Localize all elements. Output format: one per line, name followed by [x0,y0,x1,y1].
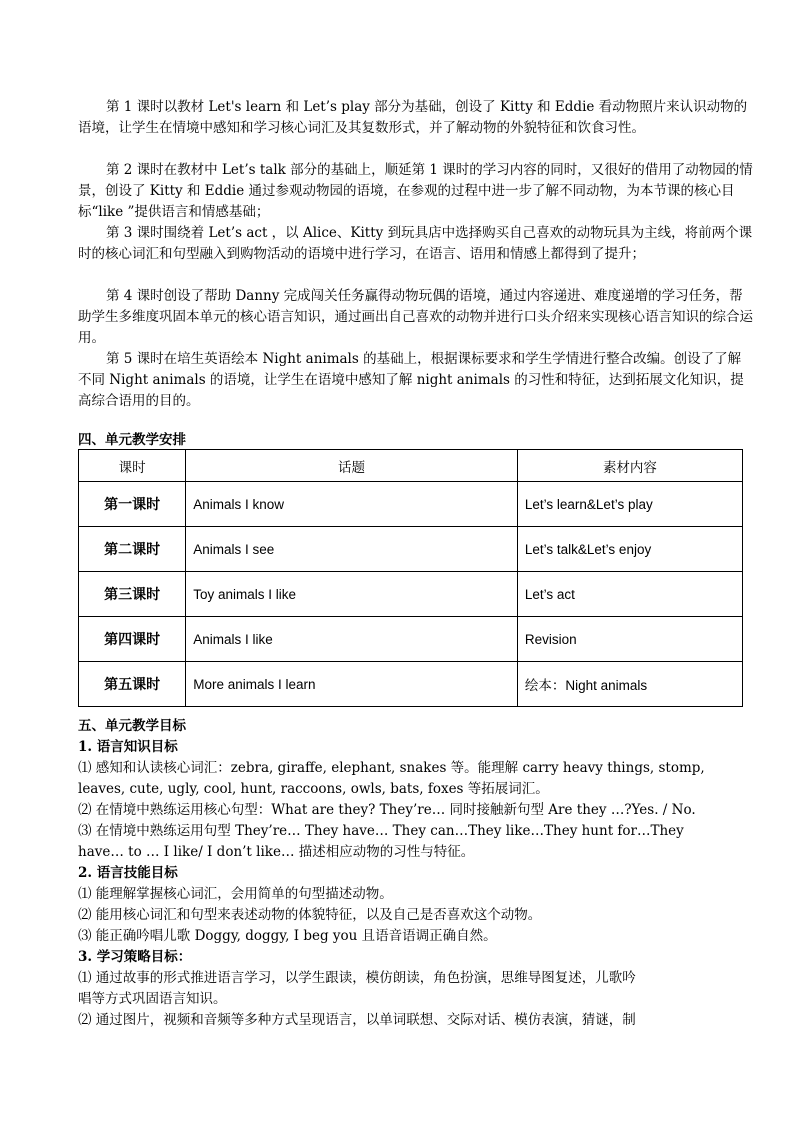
table-header-row [79,450,743,482]
topic-cell: Toy animals I like [186,572,518,617]
table-row [79,662,743,707]
table-row [79,527,743,572]
skills-item-1: ⑴ 能理解掌握核心词汇，会用简单的句型描述动物。 [78,886,393,902]
topic-cell: Animals I like [186,617,518,662]
topic-cell: More animals I learn [186,662,518,707]
strategy-item-1-line-1: ⑴ 通过故事的形式推进语言学习，以学生跟读，模仿朗读，角色扮演，思维导图复述，儿歌吟 [78,970,636,986]
skills-item-3: ⑶ 能正确吟唱儿歌 Doggy, doggy, I beg you 且语音语调正确自然。 [78,928,497,944]
knowledge-item-3-line-1: ⑶ 在情境中熟练运用句型 They’re… They have… They can…They like…They hunt for…They [78,823,684,839]
knowledge-item-2: ⑵ 在情境中熟练运用核心句型：What are they? They’re… 同时接触新句型 Are they …?Yes. / No. [78,802,696,818]
strategy-item-1-line-2: 唱等方式巩固语言知识。 [78,991,227,1007]
lesson-cell: 第五课时 [79,662,186,707]
material-cell: Let’s act [517,572,742,617]
section-5-title: 五、单元教学目标 [78,718,186,734]
column-header-topic: 话题 [186,450,518,482]
unit-schedule-table [78,449,743,707]
material-cell: Revision [517,617,742,662]
section-4-title: 四、单元教学安排 [78,432,186,448]
paragraph-lesson-1: 第 1 课时以教材 Let's learn 和 Let’s play 部分为基础，创设了 Kitty 和 Eddie 看动物照片来认识动物的语境，让学生在情境中感知和学习核心词汇及其复数形式，并了解动物的外貌特征和饮食习性。 [78,99,748,136]
column-header-lesson: 课时 [79,450,186,482]
topic-cell: Animals I see [186,527,518,572]
learning-strategy-heading: 3. 学习策略目标： [78,949,192,965]
lesson-cell: 第二课时 [79,527,186,572]
paragraph-lesson-4: 第 4 课时创设了帮助 Danny 完成闯关任务赢得动物玩偶的语境，通过内容递进、难度递增的学习任务，帮助学生多维度巩固本单元的核心语言知识，通过画出自己喜欢的动物并进行口头介绍来实现核心语言知识的综合运用。 [78,288,753,346]
material-cell: Let’s talk&Let’s enjoy [517,527,742,572]
table-row [79,572,743,617]
topic-cell: Animals I know [186,482,518,527]
knowledge-item-1-line-2: leaves, cute, ugly, cool, hunt, raccoons, owls, bats, foxes 等拓展词汇。 [78,781,549,797]
lesson-cell: 第一课时 [79,482,186,527]
column-header-material: 素材内容 [517,450,742,482]
strategy-item-2: ⑵ 通过图片，视频和音频等多种方式呈现语言，以单词联想、交际对话、模仿表演，猜谜，制 [78,1012,636,1028]
paragraph-lesson-3: 第 3 课时围绕着 Let’s act ，以 Alice、Kitty 到玩具店中选择购买自己喜欢的动物玩具为主线，将前两个课时的核心词汇和句型融入到购物活动的语境中进行学习，在语言、语用和情感上都得到了提升； [78,225,753,262]
paragraph-lesson-2: 第 2 课时在教材中 Let’s talk 部分的基础上，顺延第 1 课时的学习内容的同时，又很好的借用了动物园的情景，创设了 Kitty 和 Eddie 通过参观动物园的语境，在参观的过程中进一步了解不同动物，为本节课的核心目标“like ”提供语言和情感基础； [78,162,753,220]
table-row [79,617,743,662]
table-row [79,482,743,527]
knowledge-item-3-line-2: have… to … I like/ I don’t like… 描述相应动物的习性与特征。 [78,844,475,860]
material-cell: 绘本：Night animals [517,662,742,707]
language-skills-heading: 2. 语言技能目标 [78,865,178,881]
knowledge-item-1-line-1: ⑴ 感知和认读核心词汇：zebra, giraffe, elephant, snakes 等。能理解 carry heavy things, stomp, [78,760,705,776]
paragraph-lesson-5: 第 5 课时在培生英语绘本 Night animals 的基础上，根据课标要求和学生学情进行整合改编。创设了了解不同 Night animals 的语境，让学生在语境中感知了解 night animals 的习性和特征，达到拓展文化知识，提高综合语用的目的。 [78,351,744,409]
material-cell: Let’s learn&Let’s play [517,482,742,527]
skills-item-2: ⑵ 能用核心词汇和句型来表述动物的体貌特征，以及自己是否喜欢这个动物。 [78,907,542,923]
lesson-cell: 第三课时 [79,572,186,617]
language-knowledge-heading: 1. 语言知识目标 [78,739,178,755]
lesson-cell: 第四课时 [79,617,186,662]
